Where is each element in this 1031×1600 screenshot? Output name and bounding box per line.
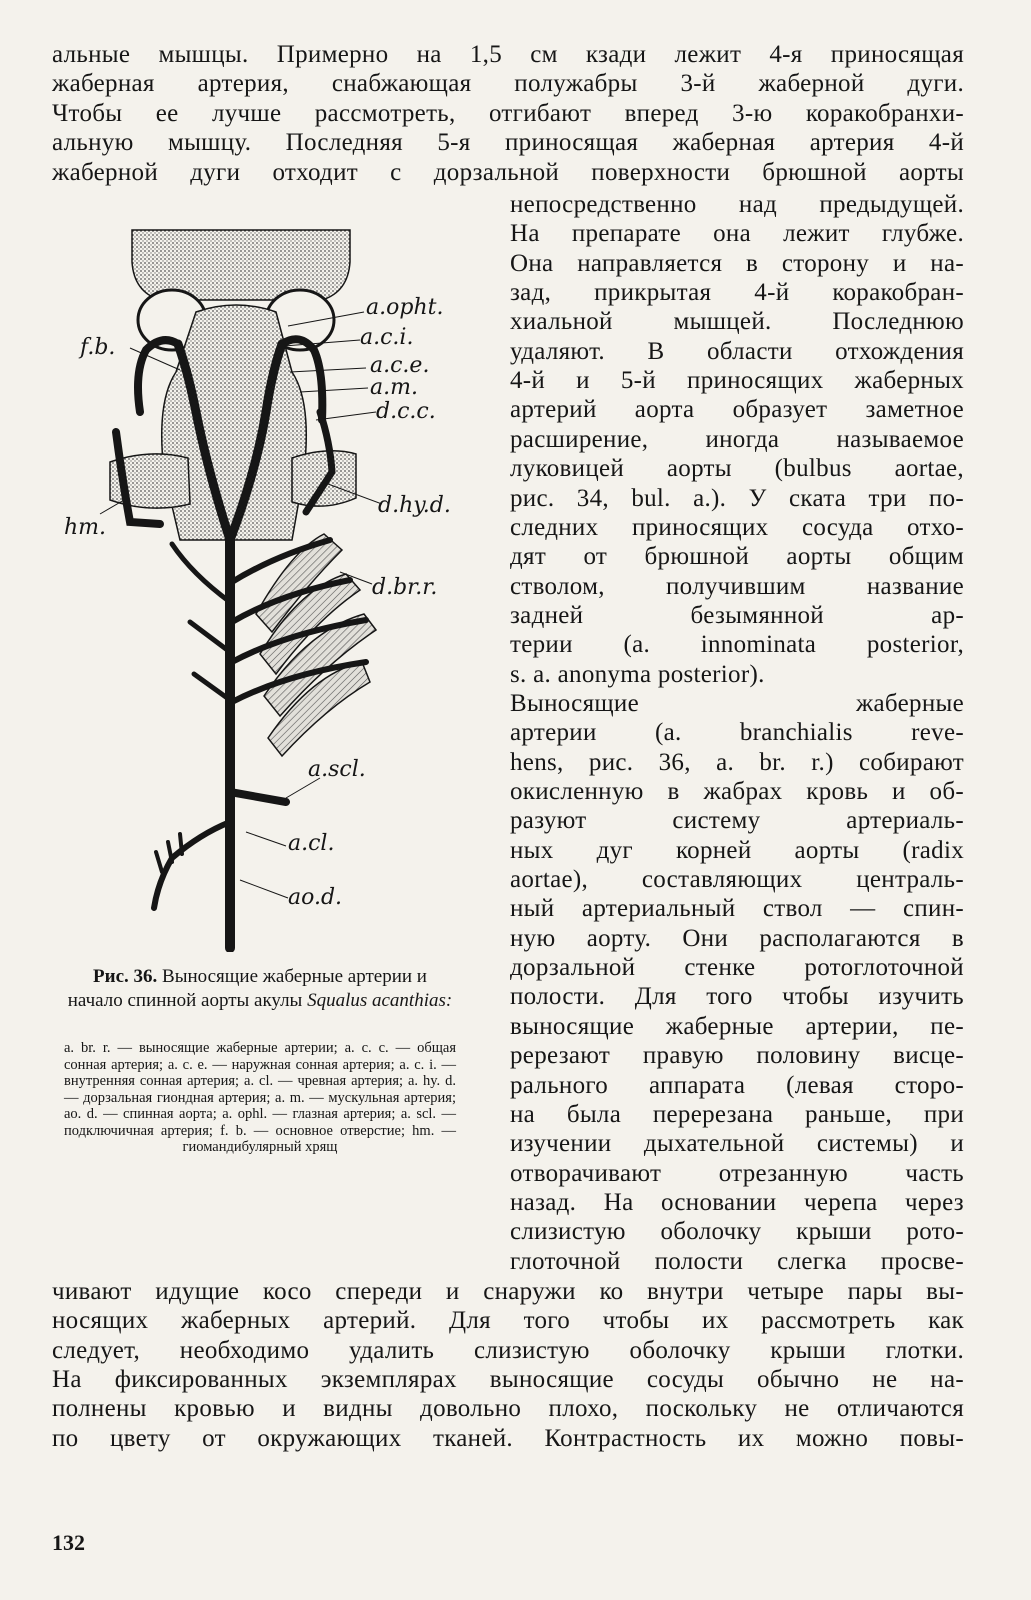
figure-number: Рис. 36.: [93, 966, 158, 987]
text-line: hens, рис. 36, a. br. r.) собирают: [510, 748, 964, 776]
label-d-hy-d: d.hy.d.: [378, 493, 451, 518]
text-line: следует, необходимо удалить слизистую оболочку крыши глотки.: [52, 1336, 964, 1364]
text-line: Она направляется в сторону и на-: [510, 249, 964, 277]
caption-species: Squalus acanthias:: [307, 990, 453, 1011]
label-a-scl: a.scl.: [308, 757, 366, 782]
text-line: альные мышцы. Примерно на 1,5 см кзади лежит 4-я приносящая: [52, 41, 964, 68]
figure-legend: a. br. r. — выносящие жаберные артерии; a. c. c. — общая сонная артерия; a. c. e. — наружная сонная артерия; a. c. i. — внутренняя сонная артерия; a. cl. — чревная артерия; a. hy. d. — дорзальная гиондная артерия; a. m. — мускульная артерия; ao. d. — спинная аорта; a. ophl. — глазная артерия; a. scl. — подключичная артерия; f. b. — основное отверстие; hm. — гиомандибулярный хрящ: [64, 1040, 456, 1155]
text-line: Чтобы ее лучше рассмотреть, отгибают вперед 3-ю коракобранхи-: [52, 99, 964, 127]
label-f-b: f.b.: [80, 335, 116, 360]
text-line: слизистую оболочку крыши рото-: [510, 1218, 964, 1246]
text-line: рис. 34, bul. a.). У ската три по-: [510, 484, 964, 512]
text-line: изучении дыхательной системы) и: [510, 1130, 964, 1158]
text-line: ный артериальный ствол — спин-: [510, 895, 964, 923]
text-line: дят от брюшной аорты общим: [510, 543, 964, 571]
text-line: артерий аорта образует заметное: [510, 396, 964, 424]
text-line: полости. Для того чтобы изучить: [510, 983, 964, 1011]
label-d-c-c: d.c.c.: [376, 399, 436, 424]
text-line: непосредственно над предыдущей.: [510, 191, 964, 218]
label-a-cl: a.cl.: [288, 831, 335, 856]
text-line: aortae), составляющих централь-: [510, 866, 964, 894]
text-line: полнены кровью и видны довольно плохо, поскольку не отличаются: [52, 1395, 964, 1423]
label-ao-d: ao.d.: [288, 885, 343, 910]
text-line: луковицей аорты (bulbus aortae,: [510, 455, 964, 483]
text-line: на была перерезана раньше, при: [510, 1100, 964, 1128]
text-line: следних приносящих сосуда отхо-: [510, 513, 964, 541]
text-line: хиальной мышцей. Последнюю: [510, 308, 964, 336]
text-line: разуют систему артериаль-: [510, 807, 964, 835]
text-line: выносящие жаберные артерии, пе-: [510, 1012, 964, 1040]
label-a-opht: a.opht.: [366, 295, 444, 320]
text-line: ных дуг корней аорты (radix: [510, 836, 964, 864]
text-line: жаберная артерия, снабжающая полужабры 3-й жаберной дуги.: [52, 70, 964, 98]
text-line: жаберной дуги отходит с дорзальной поверхности брюшной аорты: [52, 158, 964, 186]
text-line: На препарате она лежит глубже.: [510, 220, 964, 248]
text-line: артерии (a. branchialis reve-: [510, 719, 964, 747]
text-line: задней безымянной ар-: [510, 601, 964, 629]
caption-text: Выносящие жаберные артерии и начало спинной аорты акулы: [67, 966, 427, 1011]
text-line: Выносящие жаберные: [510, 689, 964, 717]
text-line: по цвету от окружающих тканей. Контрастность их можно повы-: [52, 1424, 964, 1452]
text-line: окисленную в жабрах кровь и об-: [510, 778, 964, 805]
text-line: альную мышцу. Последняя 5-я приносящая жаберная артерия 4-й: [52, 129, 964, 157]
text-line: 4-й и 5-й приносящих жаберных: [510, 367, 964, 395]
label-hm: hm.: [64, 515, 107, 540]
text-line: На фиксированных экземплярах выносящие сосуды обычно не на-: [52, 1365, 964, 1393]
text-line: носящих жаберных артерий. Для того чтобы их рассмотреть как: [52, 1307, 964, 1335]
text-line: чивают идущие косо спереди и снаружи ко внутри четыре пары вы-: [52, 1278, 964, 1305]
figure-36-illustration: [60, 222, 480, 952]
text-line: стволом, получившим название: [510, 572, 964, 600]
text-line: ререзают правую половину висце-: [510, 1042, 964, 1070]
text-line: s. a. anonyma posterior).: [510, 660, 765, 688]
text-line: глоточной полости слегка просве-: [510, 1247, 964, 1275]
text-line: удаляют. В области отхождения: [510, 337, 964, 365]
text-line: терии (a. innominata posterior,: [510, 631, 964, 659]
text-line: ную аорту. Они располагаются в: [510, 924, 964, 952]
text-line: зад, прикрытая 4-й коракобран-: [510, 279, 964, 307]
page-number: 132: [52, 1530, 85, 1555]
label-a-c-e: a.c.e.: [370, 353, 430, 378]
label-d-br-r: d.br.r.: [372, 575, 438, 600]
text-line: дорзальной стенке ротоглоточной: [510, 954, 964, 982]
label-a-m: a.m.: [370, 375, 418, 400]
text-line: отворачивают отрезанную часть: [510, 1159, 964, 1187]
text-line: рального аппарата (левая сторо-: [510, 1071, 964, 1099]
figure-caption: [64, 965, 456, 1013]
label-a-c-i: a.c.i.: [360, 325, 414, 350]
text-line: расширение, иногда называемое: [510, 425, 964, 453]
text-line: назад. На основании черепа через: [510, 1188, 964, 1216]
